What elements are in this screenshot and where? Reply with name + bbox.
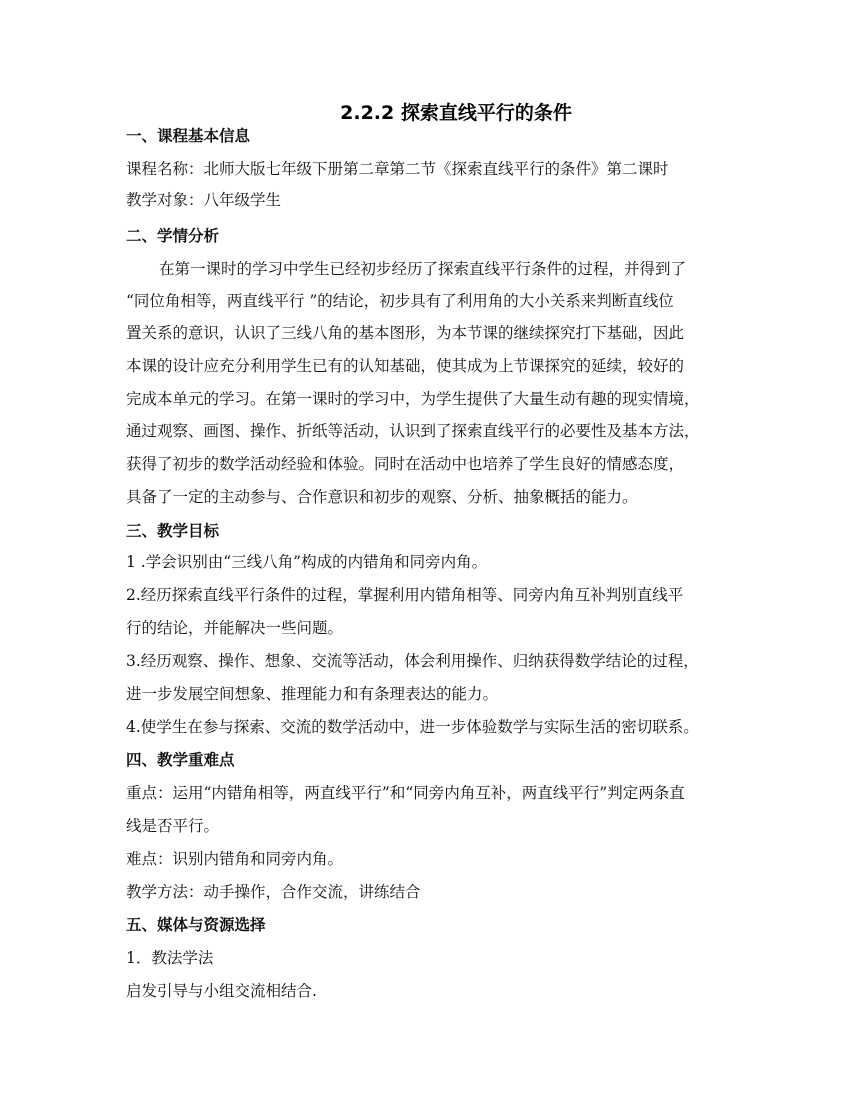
key-point-line: 重点：运用“内错角相等，两直线平行”和“同旁内角互补，两直线平行”判定两条直 [126, 784, 685, 802]
paragraph-line: 在第一课时的学习中学生已经初步经历了探索直线平行条件的过程，并得到了 [159, 260, 687, 278]
section-heading-teaching-goals: 三、教学目标 [126, 522, 220, 540]
subsection-heading-methods: 1．教法学法 [126, 949, 214, 967]
methods-description: 启发引导与小组交流相结合. [126, 982, 317, 1000]
goal-item: 2.经历探索直线平行条件的过程，掌握利用内错角相等、同旁内角互补判别直线平 [126, 586, 684, 604]
paragraph-line: 获得了初步的数学活动经验和体验。同时在活动中也培养了学生良好的情感态度， [126, 455, 685, 473]
paragraph-line: 完成本单元的学习。在第一课时的学习中，为学生提供了大量生动有趣的现实情境， [126, 390, 700, 408]
section-heading-basic-info: 一、课程基本信息 [126, 127, 251, 145]
goal-item: 4.使学生在参与探索、交流的数学活动中，进一步体验数学与实际生活的密切联系。 [126, 718, 699, 736]
section-heading-student-analysis: 二、学情分析 [126, 227, 220, 245]
teaching-method-line: 教学方法：动手操作，合作交流，讲练结合 [126, 883, 421, 901]
paragraph-line: 本课的设计应充分利用学生已有的认知基础，使其成为上节课探究的延续，较好的 [126, 357, 685, 375]
paragraph-line: 置关系的意识，认识了三线八角的基本图形，为本节课的继续探究打下基础，因此 [126, 324, 685, 342]
goal-item: 3.经历观察、操作、想象、交流等活动，体会利用操作、归纳获得数学结论的过程， [126, 652, 699, 670]
section-heading-key-difficult-points: 四、教学重难点 [126, 751, 235, 769]
key-point-continuation: 线是否平行。 [126, 817, 220, 835]
course-name-line: 课程名称：北师大版七年级下册第二章第二节《探索直线平行的条件》第二课时 [126, 160, 669, 178]
goal-item-continuation: 行的结论，并能解决一些问题。 [126, 619, 344, 637]
goal-item: 1 .学会识别由“三线八角”构成的内错角和同旁内角。 [126, 553, 488, 571]
paragraph-line: 通过观察、画图、操作、折纸等活动，认识到了探索直线平行的必要性及基本方法， [126, 422, 700, 440]
difficult-point-line: 难点：识别内错角和同旁内角。 [126, 850, 344, 868]
section-heading-media-resources: 五、媒体与资源选择 [126, 916, 266, 934]
paragraph-line: “同位角相等，两直线平行 ”的结论，初步具有了利用角的大小关系来判断直线位 [126, 292, 674, 310]
document-title: 2.2.2 探索直线平行的条件 [340, 102, 572, 124]
goal-item-continuation: 进一步发展空间想象、推理能力和有条理表达的能力。 [126, 685, 499, 703]
paragraph-line: 具备了一定的主动参与、合作意识和初步的观察、分析、抽象概括的能力。 [126, 488, 638, 506]
teaching-audience-line: 教学对象：八年级学生 [126, 191, 282, 209]
